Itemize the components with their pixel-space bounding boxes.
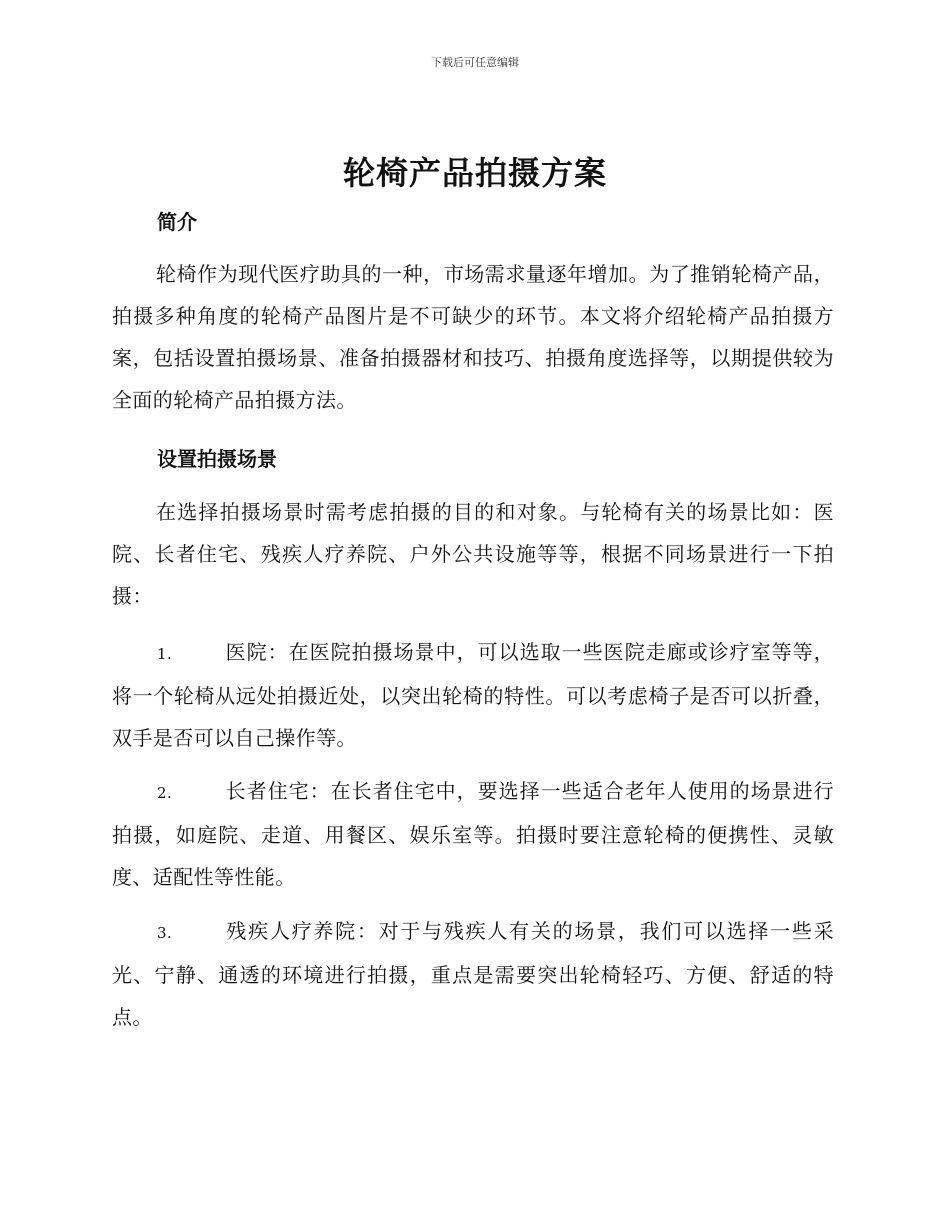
list-item-text: 医院：在医院拍摄场景中，可以选取一些医院走廊或诊疗室等等，将一个轮椅从远处拍摄近处，以突出轮椅的特性。可以考虑椅子是否可以折叠，双手是否可以自己操作等。 xyxy=(112,640,834,750)
header-note: 下载后可任意编辑 xyxy=(431,56,519,69)
list-item-text: 长者住宅：在长者住宅中，要选择一些适合老年人使用的场景进行拍摄，如庭院、走道、用餐区、娱乐室等。拍摄时要注意轮椅的便携性、灵敏度、适配性等性能。 xyxy=(112,779,834,889)
intro-paragraph: 轮椅作为现代医疗助具的一种，市场需求量逐年增加。为了推销轮椅产品，拍摄多种角度的轮椅产品图片是不可缺少的环节。本文将介绍轮椅产品拍摄方案，包括设置拍摄场景、准备拍摄器材和技巧、拍摄角度选择等，以期提供较为全面的轮椅产品拍摄方法。 xyxy=(112,262,834,412)
list-number: 1. xyxy=(157,645,173,663)
list-item-hospital xyxy=(112,631,834,759)
list-item-sanatorium xyxy=(112,910,834,1038)
list-number: 2. xyxy=(157,784,173,802)
list-number: 3. xyxy=(157,924,173,942)
document-title: 轮椅产品拍摄方案 xyxy=(342,154,607,192)
scene-paragraph: 在选择拍摄场景时需考虑拍摄的目的和对象。与轮椅有关的场景比如：医院、长者住宅、残疾人疗养院、户外公共设施等等，根据不同场景进行一下拍摄： xyxy=(112,500,834,608)
list-item-text: 残疾人疗养院：对于与残疾人有关的场景，我们可以选择一些采光、宁静、通透的环境进行拍摄，重点是需要突出轮椅轻巧、方便、舒适的特点。 xyxy=(112,919,834,1029)
section-heading-intro: 简介 xyxy=(157,210,197,234)
section-heading-scene: 设置拍摄场景 xyxy=(157,447,277,471)
list-item-elder-home xyxy=(112,770,834,898)
